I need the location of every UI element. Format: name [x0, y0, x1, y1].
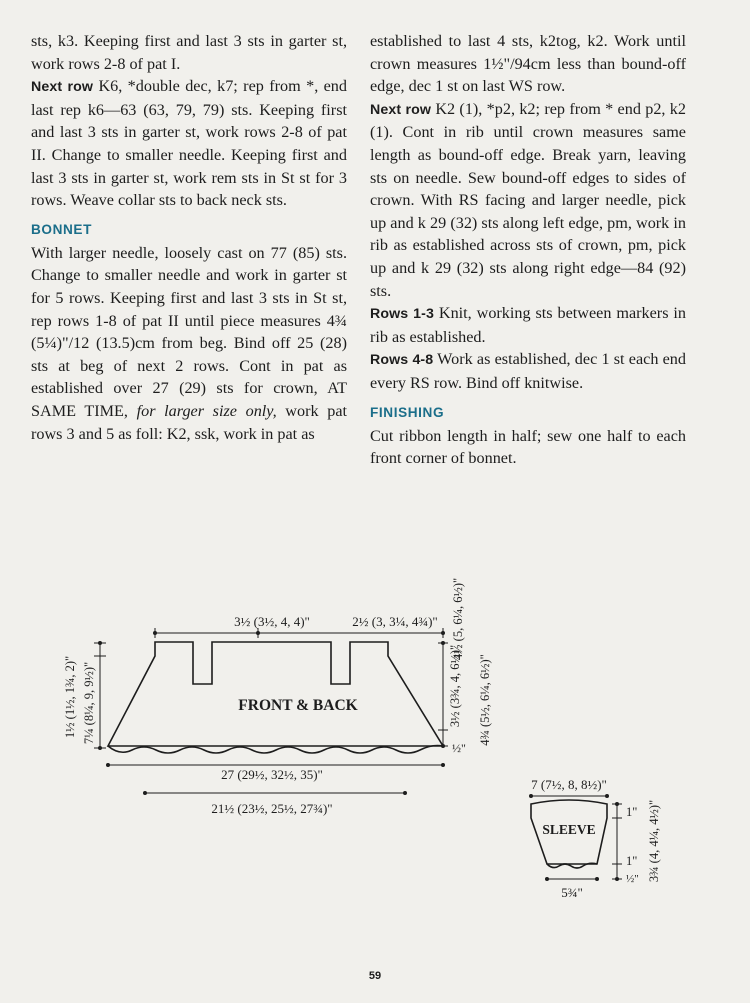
- paragraph: Rows 1-3 Knit, working sts between markers in rib as established.: [370, 304, 687, 346]
- sleeve-dim-right-mid: 1": [626, 854, 638, 868]
- dim-left-outer: 1½ (1½, 1¾, 2)": [63, 655, 77, 739]
- dim-hem: ½": [452, 741, 466, 755]
- row-label: Next row: [370, 101, 431, 118]
- section-heading-finishing: FINISHING: [370, 404, 445, 420]
- sleeve-label: SLEEVE: [542, 822, 596, 837]
- front-back-label: FRONT & BACK: [238, 697, 358, 714]
- dim-right-inner: 3½ (3¾, 4, 6½)": [448, 644, 462, 728]
- sleeve-dimension-lines: [531, 796, 622, 879]
- sleeve-dim-top: 7 (7½, 8, 8½)": [531, 777, 607, 792]
- dim-right-outer-bottom: 4¾ (5½, 6¼, 6½)": [478, 654, 492, 746]
- sleeve-dim-right-hem: ½": [626, 873, 639, 885]
- front-back-outline: [108, 642, 443, 746]
- dim-bottom-width-2: 21½ (23½, 25½, 27¾)": [211, 801, 333, 816]
- sleeve-dim-right-total: 3¾ (4, 4¼, 4½)": [647, 799, 661, 883]
- sleeve-dim-bottom: 5¾": [561, 885, 583, 900]
- section-heading-bonnet: BONNET: [31, 221, 92, 237]
- paragraph: Rows 4-8 Work as established, dec 1 st each end every RS row. Bind off knitwise.: [370, 350, 686, 392]
- dim-left-inner: 7¼ (8¼, 9, 9½)": [82, 661, 96, 745]
- paragraph: With larger needle, loosely cast on 77 (85) sts. Change to smaller needle and work in garter st for 5 rows. Keeping first and last 3 sts in St st, rep rows 1-8 of pat II until piece measures 4¾ (5¼)"/12 (13.5)cm from beg. Bind off 25 (28) sts at beg of next 2 rows. Cont in pat as established over 27 (29) sts for crown, AT SAME TIME, for larger size only, work pat rows 3 and 5 as foll: K2, ssk, work in pat as: [31, 243, 347, 443]
- row-label: Next row: [31, 79, 94, 96]
- page-number: 59: [368, 970, 382, 982]
- paragraph: established to last 4 sts, k2tog, k2. Work until crown measures 1½"/94cm less than bound-off edge, dec 1 st on last WS row.: [370, 32, 686, 96]
- paragraph: sts, k3. Keeping first and last 3 sts in garter st, work rows 2-8 of pat I.: [31, 32, 347, 73]
- paragraph: Next row K6, *double dec, k7; rep from *, end last rep k6—63 (63, 79, 79) sts. Keeping first and last 3 sts in garter st, work rows 2-8 of pat II. Change to smaller needle. Keeping first and last 3 sts in garter st, work rem sts in St st for 3 rows. Weave collar sts to back neck sts.: [31, 77, 347, 210]
- dim-bottom-width: 27 (29½, 32½, 35)": [221, 767, 323, 782]
- paragraph: Cut ribbon length in half; sew one half to each front corner of bonnet.: [370, 426, 686, 468]
- dim-top-right: 2½ (3, 3¼, 4¾)": [352, 614, 438, 629]
- row-label: Rows 4-8: [370, 352, 434, 369]
- paragraph: Next row K2 (1), *p2, k2; rep from * end p2, k2 (1). Cont in rib until crown measures same length as bound-off edge. Break yarn, leaving sts on needle. Sew bound-off edges to sides of crown. With RS facing and larger needle, pick up and k 29 (32) sts along left edge, pm, work in rib as established across sts of crown, pm, pick up and k 29 (32) sts along right edge—84 (92) sts.: [370, 99, 686, 300]
- sleeve-dim-right-top: 1": [626, 805, 638, 819]
- dim-right-outer-top: 4½ (5, 6¼, 6½)": [451, 577, 465, 661]
- dim-top-left: 3½ (3½, 4, 4)": [234, 614, 310, 629]
- row-label: Rows 1-3: [370, 306, 434, 323]
